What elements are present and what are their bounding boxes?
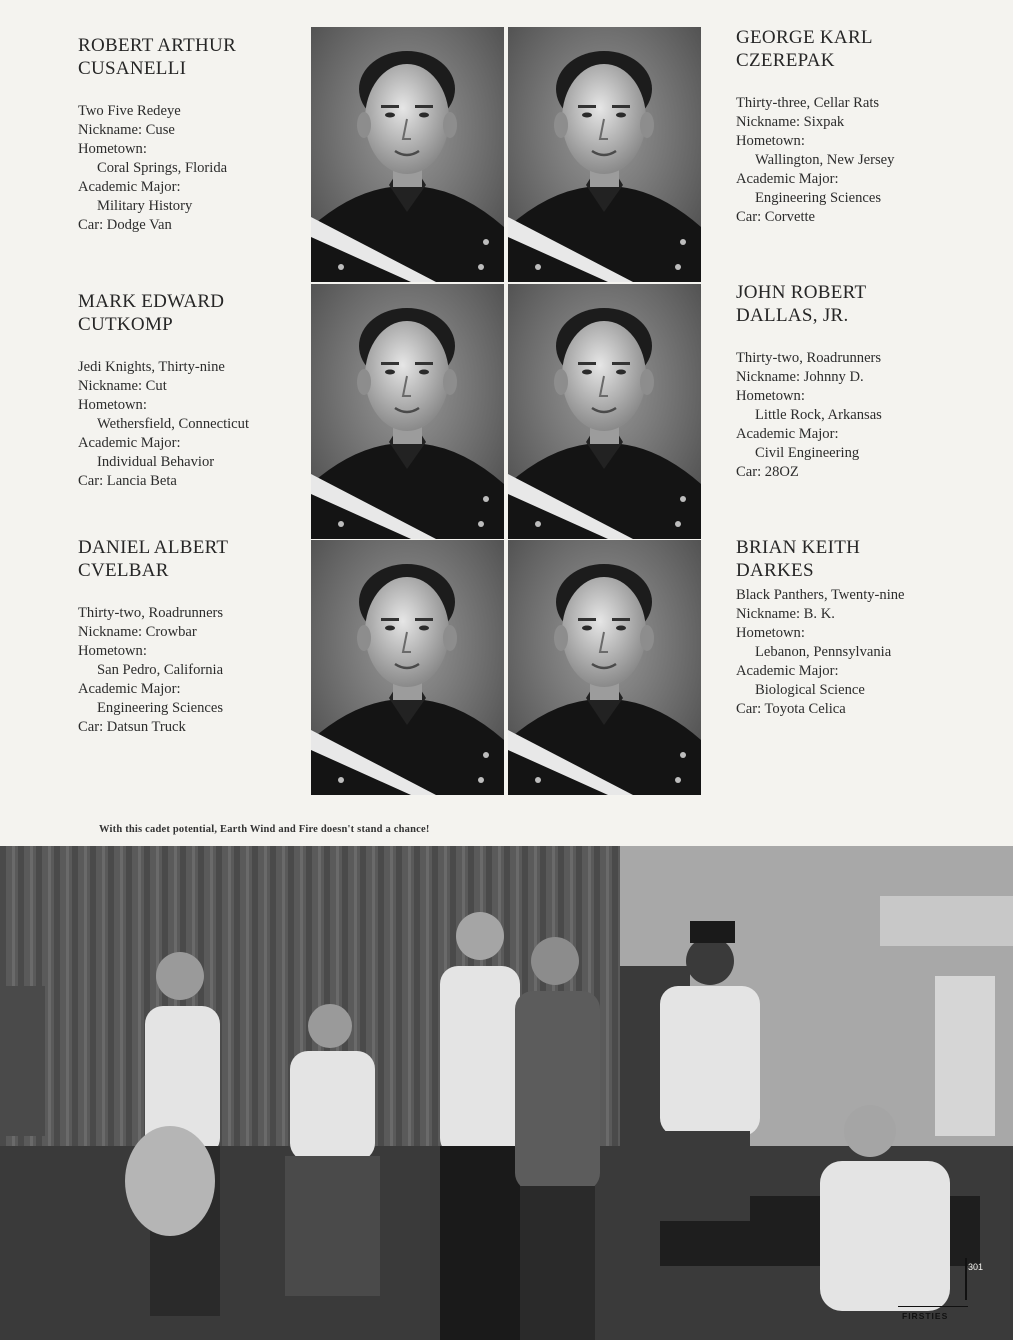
hometown-label: Hometown: — [736, 133, 805, 149]
hometown: Little Rock, Arkansas — [755, 407, 882, 423]
cadet-name: MARK EDWARD CUTKOMP — [78, 291, 225, 335]
major: Biological Science — [755, 682, 865, 698]
major-label: Academic Major: — [78, 435, 181, 451]
cadet-name: JOHN ROBERT DALLAS, JR. — [736, 282, 867, 326]
squadron: Jedi Knights, Thirty-nine — [78, 359, 225, 375]
portrait-photo-cutkomp — [311, 284, 504, 539]
cadet-name: ROBERT ARTHUR CUSANELLI — [78, 35, 237, 79]
hometown-label: Hometown: — [736, 388, 805, 404]
car: Car: Corvette — [736, 209, 816, 225]
major: Civil Engineering — [755, 445, 860, 461]
hometown-label: Hometown: — [78, 141, 147, 157]
major: Military History — [97, 198, 193, 214]
squadron: Thirty-two, Roadrunners — [78, 605, 224, 621]
portrait-photo-cusanelli — [311, 27, 504, 282]
nickname: Nickname: B. K. — [736, 606, 835, 622]
portrait-photo-cvelbar — [311, 540, 504, 795]
bio-dallas — [736, 281, 976, 482]
section-rule — [898, 1306, 968, 1307]
car: Car: Datsun Truck — [78, 719, 186, 735]
cadet-details — [78, 604, 318, 737]
squadron: Two Five Redeye — [78, 103, 181, 119]
cadet-details — [736, 586, 976, 719]
nickname: Nickname: Cuse — [78, 122, 175, 138]
nickname: Nickname: Crowbar — [78, 624, 197, 640]
cadet-details — [78, 102, 318, 235]
nickname: Nickname: Cut — [78, 378, 167, 394]
major-label: Academic Major: — [736, 426, 839, 442]
portrait-photo-darkes — [508, 540, 701, 795]
hometown: San Pedro, California — [97, 662, 224, 678]
car: Car: Lancia Beta — [78, 473, 177, 489]
group-photo-caption: With this cadet potential, Earth Wind and Fire doesn't stand a chance! — [99, 824, 430, 835]
bio-cvelbar — [78, 536, 318, 737]
hometown: Wethersfield, Connecticut — [97, 416, 250, 432]
car: Car: 28OZ — [736, 464, 799, 480]
portrait-photo-dallas — [508, 284, 701, 539]
squadron: Black Panthers, Twenty-nine — [736, 587, 905, 603]
hometown: Coral Springs, Florida — [97, 160, 228, 176]
cadet-details — [736, 94, 976, 227]
nickname: Nickname: Sixpak — [736, 114, 845, 130]
major-label: Academic Major: — [736, 663, 839, 679]
squadron: Thirty-three, Cellar Rats — [736, 95, 880, 111]
cadet-name: GEORGE KARL CZEREPAK — [736, 27, 873, 71]
cadet-name: DANIEL ALBERT CVELBAR — [78, 537, 229, 581]
portrait-photo-czerepak — [508, 27, 701, 282]
nickname: Nickname: Johnny D. — [736, 369, 864, 385]
car: Car: Dodge Van — [78, 217, 172, 233]
group-photo — [0, 846, 1013, 1340]
hometown: Lebanon, Pennsylvania — [755, 644, 892, 660]
major: Engineering Sciences — [97, 700, 224, 716]
cadet-details — [78, 358, 318, 491]
bio-cutkomp — [78, 290, 318, 491]
major-label: Academic Major: — [736, 171, 839, 187]
section-label: FIRSTIES — [902, 1311, 949, 1321]
hometown-label: Hometown: — [736, 625, 805, 641]
major: Individual Behavior — [97, 454, 215, 470]
car: Car: Toyota Celica — [736, 701, 846, 717]
cadet-name: BRIAN KEITH DARKES — [736, 537, 861, 581]
bio-czerepak — [736, 26, 976, 227]
bio-cusanelli — [78, 34, 318, 235]
major-label: Academic Major: — [78, 681, 181, 697]
page-number: 301 — [968, 1262, 984, 1272]
cadet-details — [736, 349, 976, 482]
bio-darkes — [736, 536, 976, 719]
page-number-rule — [965, 1258, 967, 1300]
major-label: Academic Major: — [78, 179, 181, 195]
hometown-label: Hometown: — [78, 397, 147, 413]
hometown: Wallington, New Jersey — [755, 152, 895, 168]
squadron: Thirty-two, Roadrunners — [736, 350, 882, 366]
hometown-label: Hometown: — [78, 643, 147, 659]
major: Engineering Sciences — [755, 190, 882, 206]
